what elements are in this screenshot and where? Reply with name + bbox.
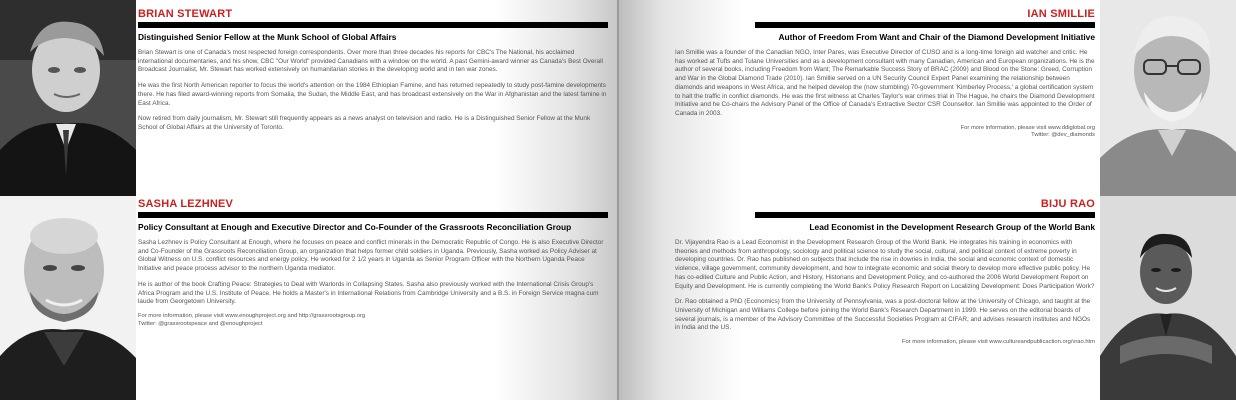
title-rule xyxy=(755,212,1095,218)
bio-name: BRIAN STEWART xyxy=(138,8,233,20)
title-rule xyxy=(138,22,608,28)
bio-name: SASHA LEZHNEV xyxy=(138,198,234,210)
portrait-ian-smillie xyxy=(1100,0,1236,196)
book-gutter xyxy=(617,0,619,400)
bio-paragraph: He was the first North American reporter to focus the world's attention on the 1984 Ethiopian Famine, and has returned repeatedly to study post-famine developments there. He has filed award-winning reports from Somalia, the Sudan, the Middle East, and has broadcast extensively on the War in Afghanistan and the latest famine in East Africa. xyxy=(138,82,607,107)
bio-brian-stewart xyxy=(138,8,608,133)
bio-role: Distinguished Senior Fellow at the Munk School of Global Affairs xyxy=(138,32,397,42)
bio-paragraph: Ian Smillie was a founder of the Canadian NGO, Inter Pares, was Executive Director of CUSO and is a long-time foreign aid watcher and critic. He has worked at Tufts and Tulane Universities and as a development consultant with many Canadian, American and European organizations. He is the author of several books, including Freedom from Want; The Remarkable Success Story of BRAC (2009) and Blood on the Stone: Greed, Corruption and War in the Global Diamond Trade (2010). Ian Smillie served on a UN Security Council Expert Panel examining the relationship between diamonds and weapons in West Africa, and he helped develop the (now stumbling) 70-government 'Kimberley Process,' a global certification system to halt the traffic in conflict diamonds. He was the first witness at Charles Taylor's war crimes trial in The Hague, he chairs the Diamond Development Initiative and he Co-chairs the Advisory Panel of the Office of Canada's Extractive Sector CSR Counsellor. Ian Smillie was appointed to the Order of Canada in 2003. xyxy=(675,49,1095,117)
more-info xyxy=(675,125,1095,140)
title-rule xyxy=(138,212,608,218)
more-info-website: For more information, please visit www.ddiglobal.org xyxy=(960,124,1095,131)
bio-role: Author of Freedom From Want and Chair of the Diamond Development Initiative xyxy=(778,32,1095,42)
bio-name: BIJU RAO xyxy=(1040,198,1095,210)
more-info xyxy=(138,313,608,328)
more-info-website: For more information, please visit www.enoughproject.org and http://grassrootsgroup.org xyxy=(138,312,366,319)
bio-paragraph: Now retired from daily journalism, Mr. Stewart still frequently appears as a news analyst on television and radio. He is a Distinguished Senior Fellow at the Munk School of Global Affairs at the University of Toronto. xyxy=(138,115,591,131)
bio-biju-rao xyxy=(675,198,1095,347)
bio-paragraph: Dr. Rao obtained a PhD (Economics) from the University of Pennsylvania, was a post-doctoral fellow at the University of Chicago, and taught at the University of Michigan and Williams College before joining the World Bank's Research Department in 1999. He serves on the editorial boards of several journals, is a member of the Advisory Committee of the Successful Societies Program at CIFAR, and advises research institutes and NGOs in India and the US. xyxy=(675,298,1091,332)
bio-role: Policy Consultant at Enough and Executive Director and Co-Founder of the Grassroots Reconciliation Group xyxy=(138,222,572,232)
more-info xyxy=(675,339,1095,347)
more-info-twitter: Twitter: @grassrootspeace and @enoughproject xyxy=(138,320,263,327)
more-info-twitter: Twitter: @dev_diamonds xyxy=(1031,132,1095,139)
portrait-biju-rao xyxy=(1100,196,1236,400)
more-info-website: For more information, please visit www.cultureandpublicaction.org/vrao.htm xyxy=(902,339,1095,346)
bio-paragraph: Dr. Vijayendra Rao is a Lead Economist in the Development Research Group of the World Bank. He integrates his training in economics with theories and methods from anthropology, sociology and political science to study the social, cultural, and political context of extreme poverty in developing countries. Dr. Rao has published on subjects that include the rise in dowries in India, the social and economic context of domestic violence, village government, community development, and how to integrate economic and social theory to develop more effective public policy. He has co-edited Culture and Public Action, and History, Historians and Development Policy, and co-authored the 2006 World Development Report on Equity and Development. He is currently completing the World Bank's Policy Research Report on Localizing Development: Does Participation Work? xyxy=(675,239,1095,290)
bio-paragraph: He is author of the book Crafting Peace: Strategies to Deal with Warlords in Collapsing States. Sasha also previously worked with the International Crisis Group's Africa Program and the U.S. Institute of Peace. He holds a Master's in International Relations from Cambridge University and a B.S. in Foreign Service magna cum laude from Georgetown University. xyxy=(138,280,599,306)
title-rule xyxy=(755,22,1095,28)
portrait-brian-stewart xyxy=(0,0,136,196)
bio-name: IAN SMILLIE xyxy=(1027,8,1095,20)
bio-paragraph: Brian Stewart is one of Canada's most respected foreign correspondents. Over more than three decades his reports for CBC's The National, his acclaimed international documentaries, and his show, CBC "Our World" provided Canadians with a window on the world. A past Gemini-award winner as Canada's Best Overall Broadcast Journalist, Mr. Stewart has worked extensively on humanitarian stories in the developing world and in ten war zones. xyxy=(138,49,603,74)
portrait-sasha-lezhnev xyxy=(0,196,136,400)
bio-sasha-lezhnev xyxy=(138,198,608,328)
bio-paragraph: Sasha Lezhnev is Policy Consultant at Enough, where he focuses on peace and conflict minerals in the Democratic Republic of Congo. He is also Executive Director and Co-Founder of the Grassroots Reconciliation Group, an organization that helps former child soldiers in Uganda. Previously, Sasha worked as Policy Adviser at Global Witness on U.S. conflict resources and energy policy. He worked for 2 1/2 years in Uganda as Senior Program Officer with the Northern Uganda Peace Initiative and peace process advisor to the northern Uganda mediator. xyxy=(138,239,604,273)
bio-ian-smillie xyxy=(675,8,1095,140)
bio-role: Lead Economist in the Development Research Group of the World Bank xyxy=(809,222,1095,232)
